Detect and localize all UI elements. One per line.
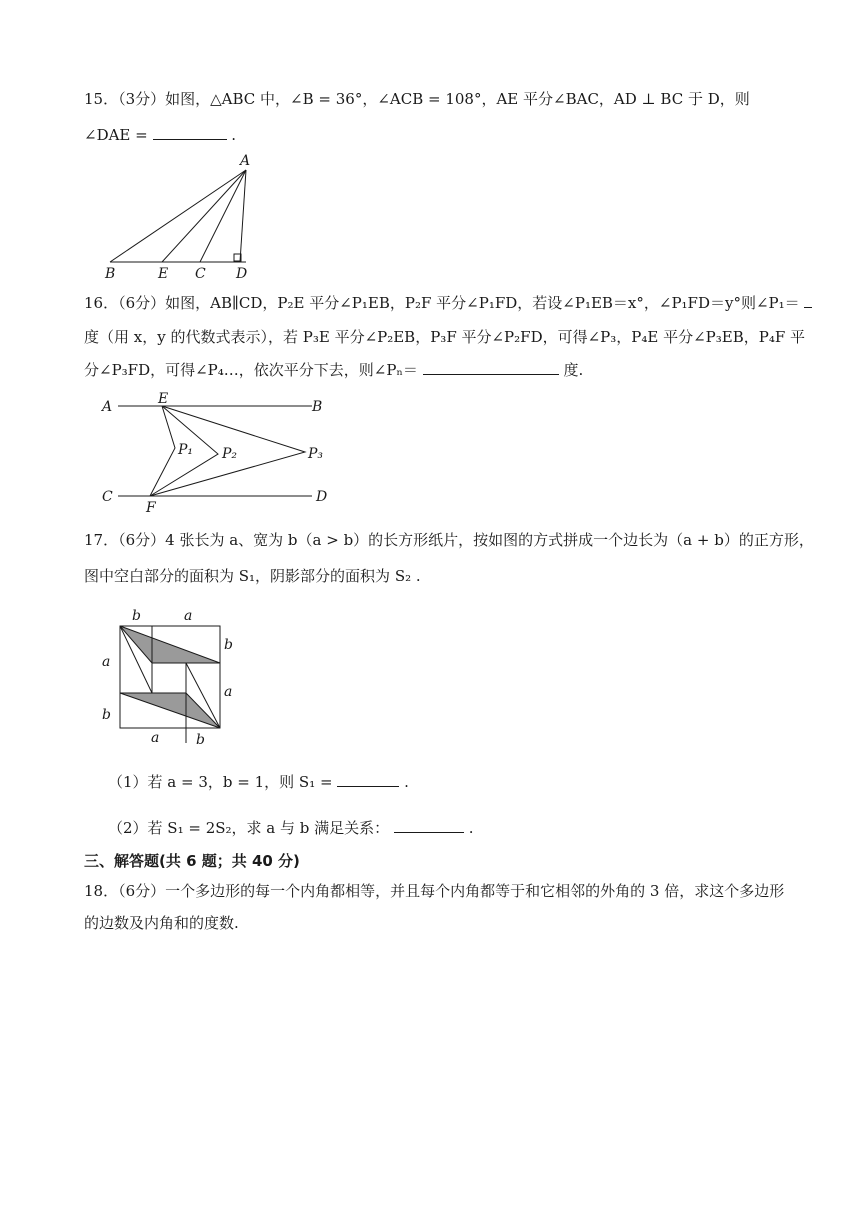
label-e: E xyxy=(158,266,169,282)
side-ab xyxy=(110,170,246,262)
label-p1: P₁ xyxy=(178,442,194,458)
label-b: B xyxy=(312,399,323,415)
q17-sub1-suffix: . xyxy=(404,773,409,791)
q16-line3-suffix: 度. xyxy=(563,361,584,379)
q17-sub2-prefix: （2）若 S₁ = 2S₂，求 a 与 b 满足关系： xyxy=(108,819,390,837)
q17-sub1 xyxy=(108,772,409,792)
segment-ae xyxy=(162,170,246,262)
q17-sub2 xyxy=(108,818,474,838)
label-b-left: b xyxy=(102,707,111,723)
q16-line3 xyxy=(84,360,583,380)
q18-line2: 的边数及内角和的度数. xyxy=(84,914,239,932)
label-a-left: a xyxy=(102,654,111,670)
q17-line2: 图中空白部分的面积为 S₁，阴影部分的面积为 S₂ . xyxy=(84,567,421,585)
label-a-top: a xyxy=(184,608,193,624)
q16-answer-blank-2[interactable] xyxy=(423,360,559,375)
q17-sub1-answer-blank[interactable] xyxy=(337,772,399,787)
q16-line3-prefix: 分∠P₃FD，可得∠P₄…，依次平分下去，则∠Pₙ＝ xyxy=(84,361,418,379)
q15-line1: 15．（3分）如图，△ABC 中，∠B = 36°，∠ACB = 108°，AE 平分∠BAC，AD ⊥ BC 于 D，则 xyxy=(84,90,750,108)
q15-suffix: . xyxy=(231,126,237,144)
label-b: B xyxy=(105,266,116,282)
label-a-bottom: a xyxy=(151,730,160,745)
q15-line2 xyxy=(84,125,236,145)
label-f: F xyxy=(146,500,156,515)
label-e: E xyxy=(158,391,169,407)
q17-sub1-prefix: （1）若 a = 3，b = 1，则 S₁ = xyxy=(108,773,333,791)
label-c: C xyxy=(102,489,113,505)
label-d: D xyxy=(316,489,328,505)
label-a: A xyxy=(102,399,113,415)
q16-line1 xyxy=(84,293,812,313)
q18-line1: 18．（6分）一个多边形的每一个内角都相等，并且每个内角都等于和它相邻的外角的 3 倍，求这个多边形 xyxy=(84,882,785,900)
q16-answer-blank-1[interactable] xyxy=(804,293,812,308)
segment-ac xyxy=(200,170,246,262)
label-a: A xyxy=(240,153,251,169)
label-b-bottom: b xyxy=(196,732,205,745)
label-p3: P₃ xyxy=(308,446,324,462)
label-d: D xyxy=(236,266,248,282)
label-b-top: b xyxy=(132,608,141,624)
q17-sub2-answer-blank[interactable] xyxy=(394,818,464,833)
q17-square-figure xyxy=(96,605,246,745)
label-c: C xyxy=(195,266,206,282)
q15-answer-blank[interactable] xyxy=(153,125,227,140)
segment-ad xyxy=(240,170,246,262)
q16-parallel-lines-figure xyxy=(100,390,340,515)
label-b-right: b xyxy=(224,637,233,653)
q15-prefix: ∠DAE = xyxy=(84,126,148,144)
q16-line1-text: 16．（6分）如图，AB∥CD，P₂E 平分∠P₁EB，P₂F 平分∠P₁FD，若设∠P₁EB＝x°，∠P₁FD＝y°则∠P₁＝ xyxy=(84,294,800,312)
section-heading: 三、解答题(共 6 题；共 40 分) xyxy=(84,852,300,870)
q15-triangle-figure xyxy=(100,152,270,282)
label-a-right: a xyxy=(224,684,233,700)
label-p2: P₂ xyxy=(222,446,238,462)
q16-line2: 度（用 x，y 的代数式表示），若 P₃E 平分∠P₂EB，P₃F 平分∠P₂FD，可得∠P₃，P₄E 平分∠P₃EB，P₄F 平 xyxy=(84,328,806,346)
q17-line1: 17．（6分）4 张长为 a、宽为 b（a > b）的长方形纸片，按如图的方式拼成一个边长为（a + b）的正方形， xyxy=(84,531,814,549)
q17-sub2-suffix: . xyxy=(468,819,474,837)
